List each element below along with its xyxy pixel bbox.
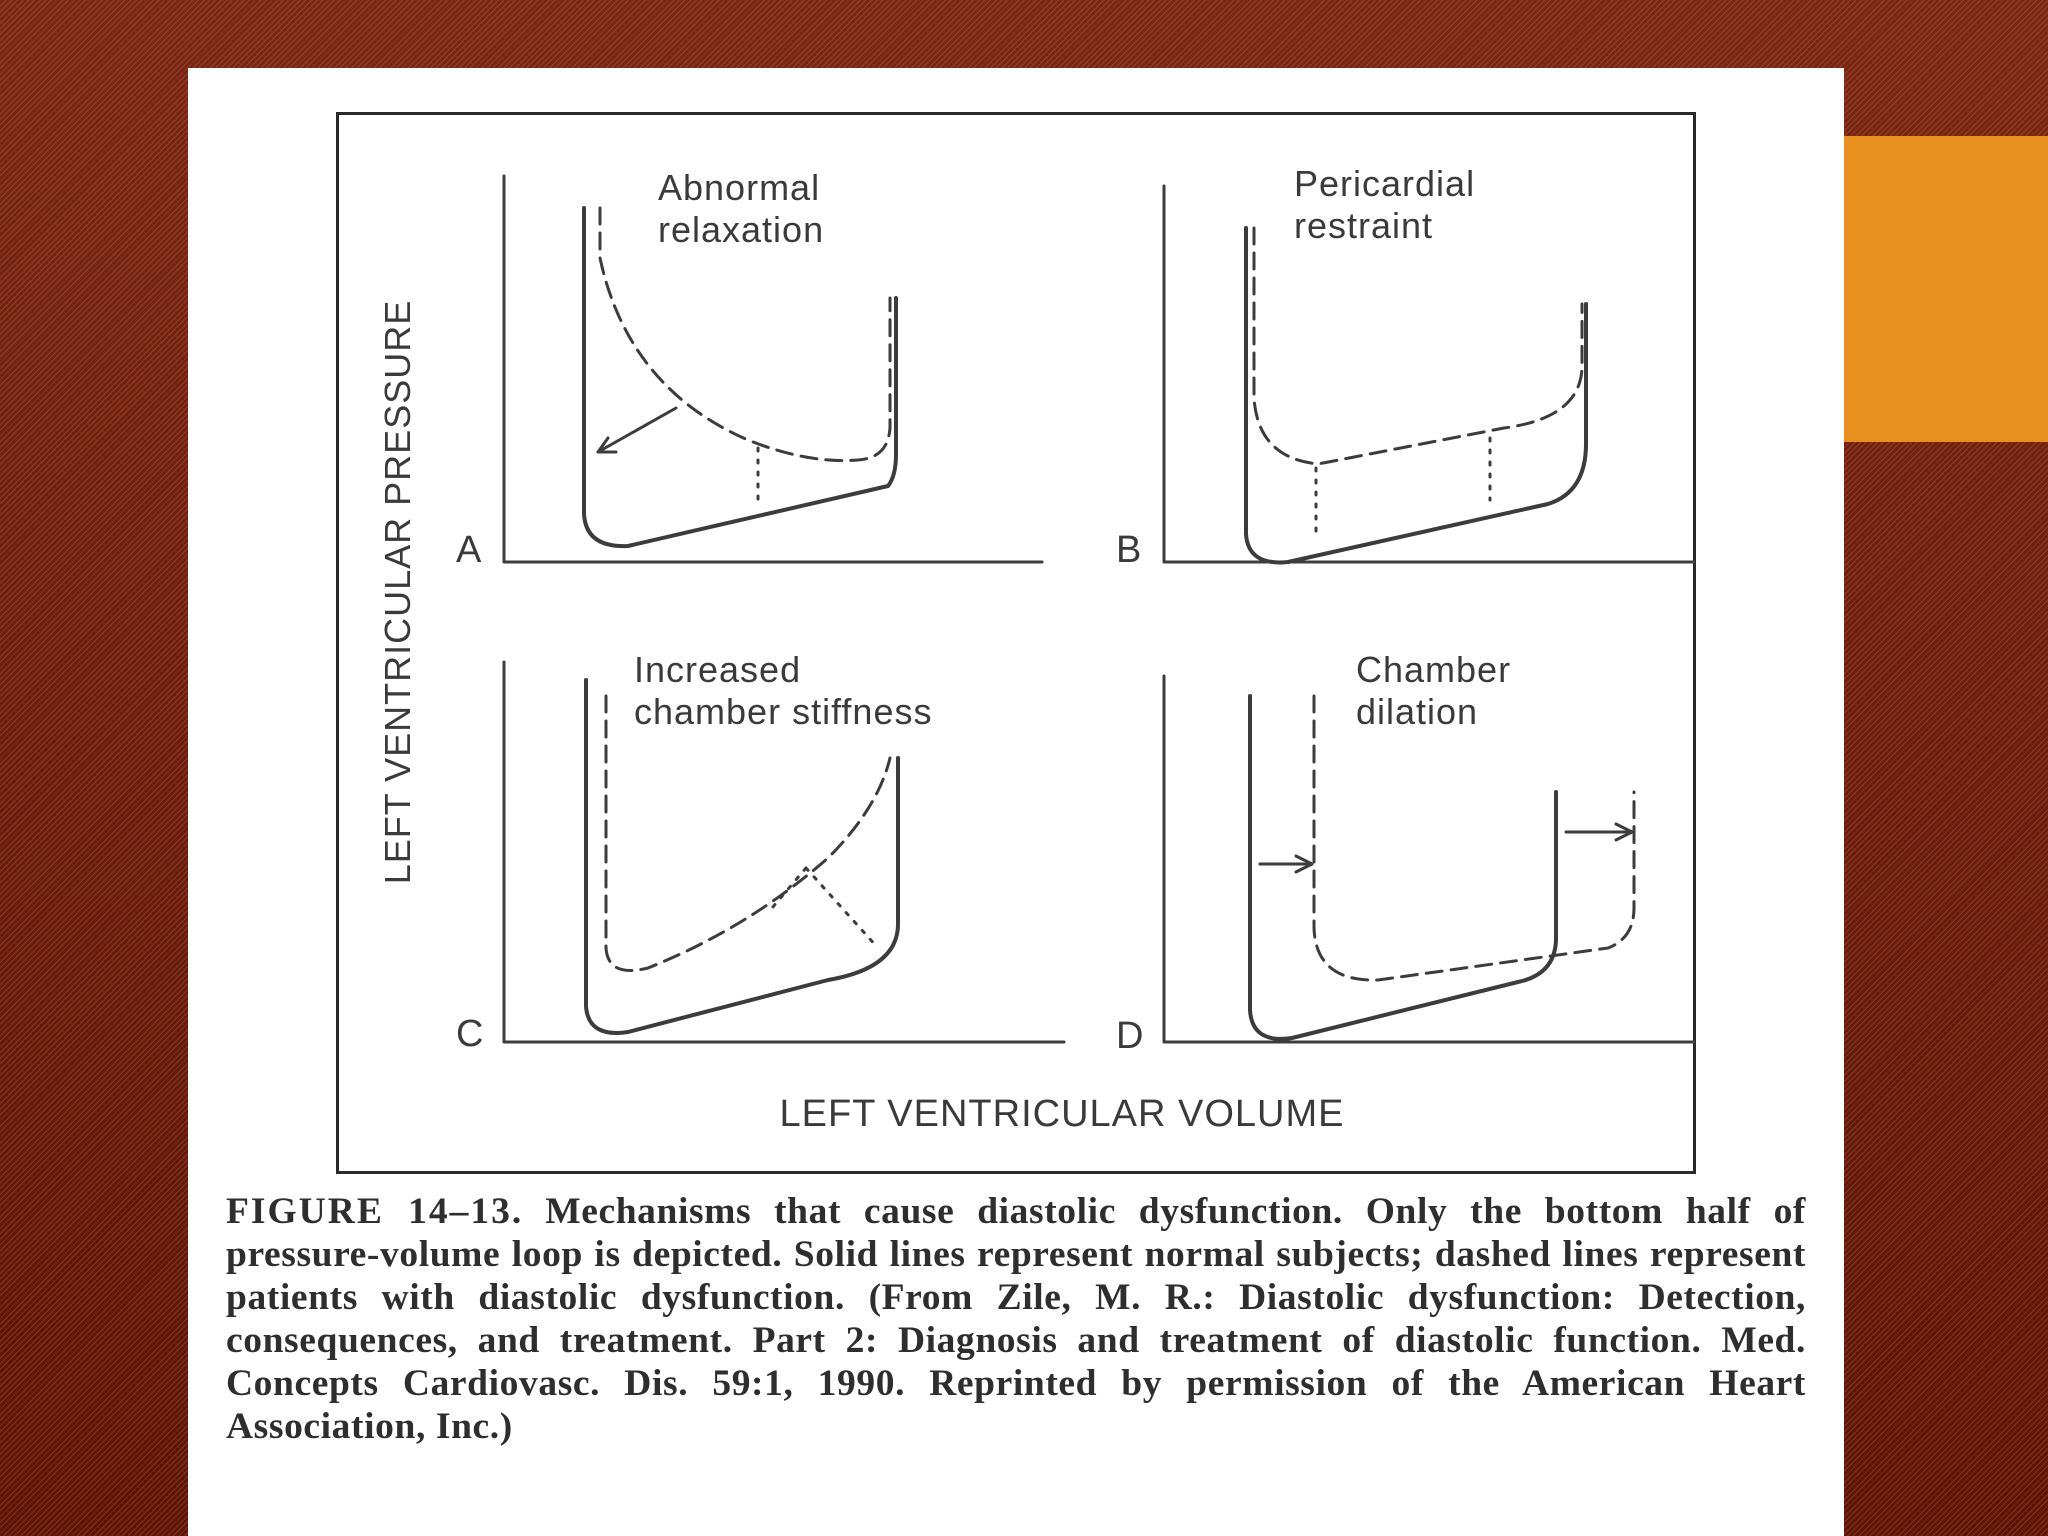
panel-c-patient-curve bbox=[606, 696, 890, 971]
panel-d-patient-curve bbox=[1314, 696, 1634, 980]
panel-d-arrow-left bbox=[1260, 856, 1312, 872]
panel-a-title-line1: Abnormal bbox=[658, 167, 821, 208]
caption-label: FIGURE 14–13. bbox=[226, 1191, 524, 1232]
panel-a-normal-curve bbox=[584, 208, 896, 546]
panel-c-title-line1: Increased bbox=[634, 649, 802, 690]
panel-a-arrow bbox=[598, 408, 676, 452]
panel-a-letter: A bbox=[456, 529, 482, 571]
figure-caption bbox=[226, 1190, 1806, 1448]
panel-c-normal-curve bbox=[586, 680, 898, 1033]
panel-c bbox=[456, 649, 1064, 1055]
panel-b-normal-curve bbox=[1246, 228, 1586, 562]
panel-d-title-line2: dilation bbox=[1356, 691, 1479, 732]
panel-c-letter: C bbox=[456, 1013, 484, 1055]
panel-a bbox=[456, 167, 1042, 571]
panel-d-arrow-right bbox=[1566, 824, 1632, 840]
panel-d-letter: D bbox=[1116, 1015, 1144, 1057]
figure-image bbox=[188, 68, 1844, 1536]
panel-d bbox=[1116, 649, 1694, 1057]
y-axis-label: LEFT VENTRICULAR PRESSURE bbox=[377, 299, 418, 885]
x-axis-label: LEFT VENTRICULAR VOLUME bbox=[779, 1093, 1345, 1135]
panel-c-dotted-marker bbox=[772, 868, 878, 948]
panel-b-letter: B bbox=[1116, 529, 1142, 571]
panel-d-normal-curve bbox=[1250, 696, 1556, 1039]
panel-d-title-line1: Chamber bbox=[1356, 649, 1512, 690]
caption-text: Mechanisms that cause diastolic dysfunction. Only the bottom half of pressure-volume loop is depicted. Solid lines represent normal subjects; dashed lines represent patients with diastolic dysfunction. (From Zile, M. R.: Diastolic dysfunction: Detection, consequences, and treatment. Part 2: Diagnosis and treatment of diastolic function. Med. Concepts Cardiovasc. Dis. 59:1, 1990. Reprinted by permission of the American Heart Association, Inc.) bbox=[226, 1191, 1807, 1447]
panel-a-title-line2: relaxation bbox=[658, 209, 825, 250]
pressure-volume-diagram bbox=[188, 68, 1844, 1188]
accent-bar bbox=[1843, 136, 2048, 442]
panel-b-title-line2: restraint bbox=[1294, 205, 1434, 246]
panel-b-title-line1: Pericardial bbox=[1294, 163, 1476, 204]
panel-b bbox=[1116, 163, 1694, 571]
panel-b-patient-curve bbox=[1254, 228, 1582, 464]
panel-c-title-line2: chamber stiffness bbox=[634, 691, 933, 732]
